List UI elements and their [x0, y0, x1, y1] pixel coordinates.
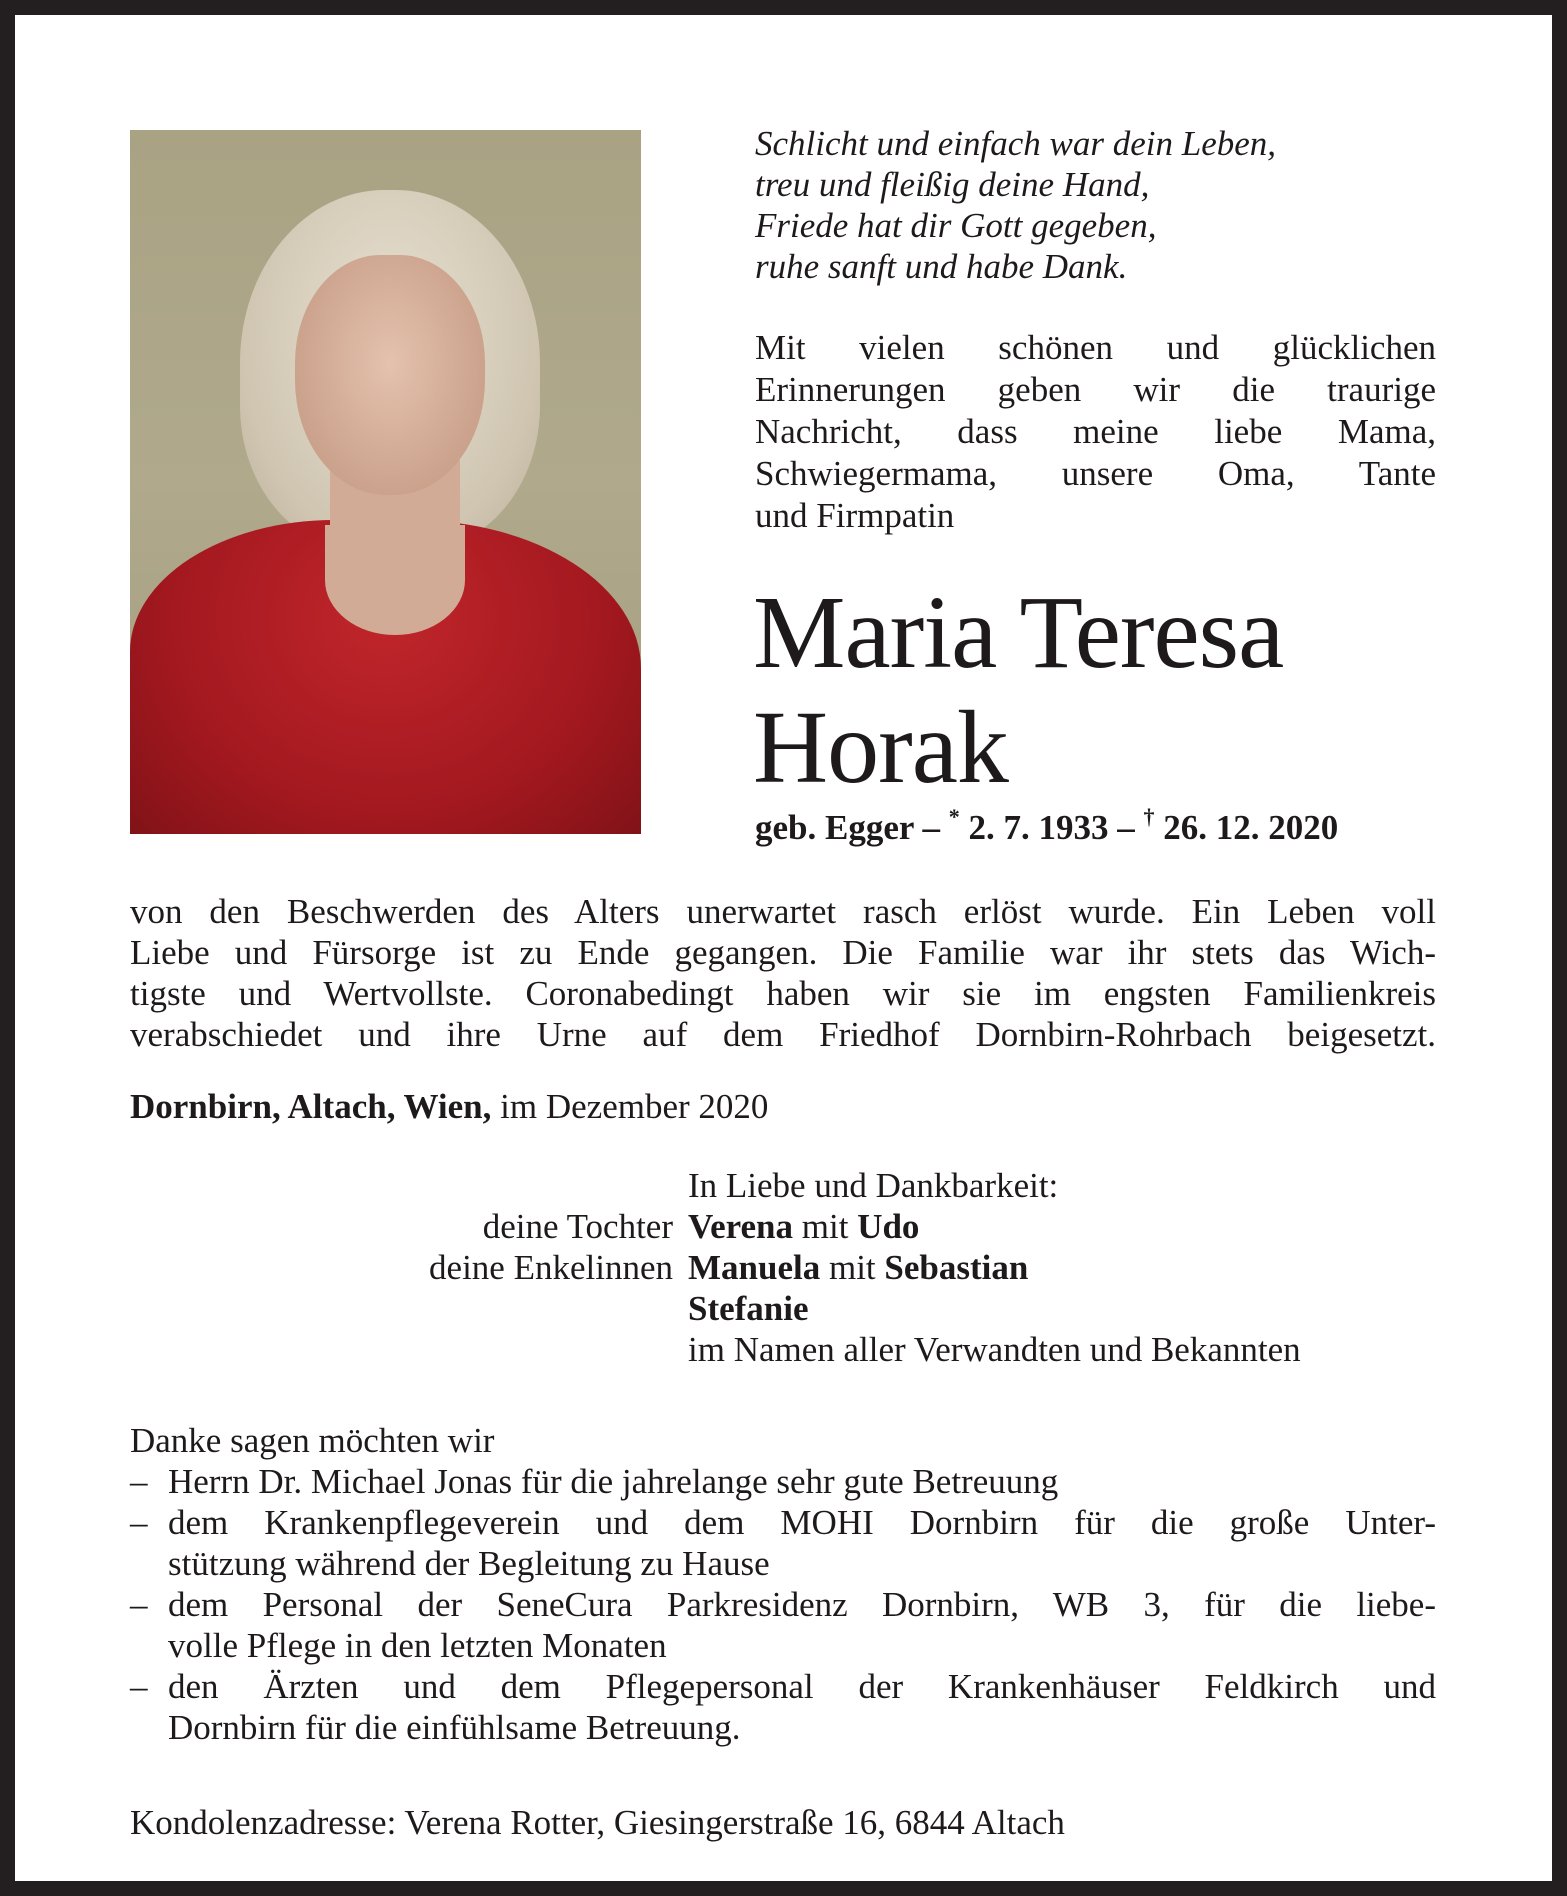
intro-text: Mit vielen schönen und glücklichen Erinnerungen geben wir die traurige Nachricht, dass meine liebe Mama, Schwiegermama, unsere Oma, Tante und Firmpatin	[755, 328, 1436, 535]
birth-star-icon: *	[948, 804, 960, 829]
deceased-name: Maria Teresa Horak	[753, 575, 1284, 805]
list-item: – dem Krankenpflegeverein und dem MOHI Dornbirn für die große Unter- stützung während der Begleitung zu Hause	[130, 1503, 1436, 1583]
obituary-page	[15, 15, 1552, 1881]
list-item: – dem Personal der SeneCura Parkresidenz Dornbirn, WB 3, für die liebe- volle Pflege in den letzten Monaten	[130, 1585, 1436, 1665]
list-item: – Herrn Dr. Michael Jonas für die jahrelange sehr gute Betreuung	[130, 1462, 1059, 1501]
thanks-section: Danke sagen möchten wir – Herrn Dr. Michael Jonas für die jahrelange sehr gute Betreuung – dem Krankenpflegeverein und dem MOHI Dornbirn für die große Unter- stützung während der Begleitung zu Hause – dem Personal der SeneCura Parkresidenz Dornbirn, WB 3, für die liebe- volle Pflege in den letzten Monaten – den Ärzten und dem Pflegepersonal der Krankenhäuser Feldkirch und Dornbirn für die einfühlsame Betreuung.	[130, 1421, 1436, 1747]
signer-row: deine Enkelinnen Manuela mit Sebastian	[429, 1248, 1029, 1287]
signer-row: deine Tochter Verena mit Udo	[482, 1207, 920, 1246]
portrait-photo	[130, 130, 641, 834]
life-dates: geb. Egger – * 2. 7. 1933 – † 26. 12. 2020	[755, 804, 1339, 847]
death-cross-icon: †	[1143, 804, 1155, 829]
body-text: von den Beschwerden des Alters unerwartet rasch erlöst wurde. Ein Leben voll Liebe und Fürsorge ist zu Ende gegangen. Die Familie war ihr stets das Wich- tigste und Wertvollste. Coronabedingt haben wir sie im engsten Familienkreis verabschiedet und ihre Urne auf dem Friedhof Dornbirn-Rohrbach beigesetzt.	[130, 892, 1436, 1054]
signature-block: In Liebe und Dankbarkeit: deine Tochter Verena mit Udo deine Enkelinnen Manuela mit Sebastian Stefanie im Namen aller Verwandten und Bekannten	[130, 1165, 1436, 1370]
condolence-address: Kondolenzadresse: Verena Rotter, Giesingerstraße 16, 6844 Altach	[130, 1803, 1065, 1842]
list-item: – den Ärzten und dem Pflegepersonal der Krankenhäuser Feldkirch und Dornbirn für die einfühlsame Betreuung.	[130, 1667, 1436, 1747]
poem: Schlicht und einfach war dein Leben, treu und fleißig deine Hand, Friede hat dir Gott gegeben, ruhe sanft und habe Dank.	[755, 124, 1277, 286]
signer-row: Stefanie	[688, 1289, 809, 1328]
place-date: Dornbirn, Altach, Wien, im Dezember 2020	[130, 1087, 769, 1126]
